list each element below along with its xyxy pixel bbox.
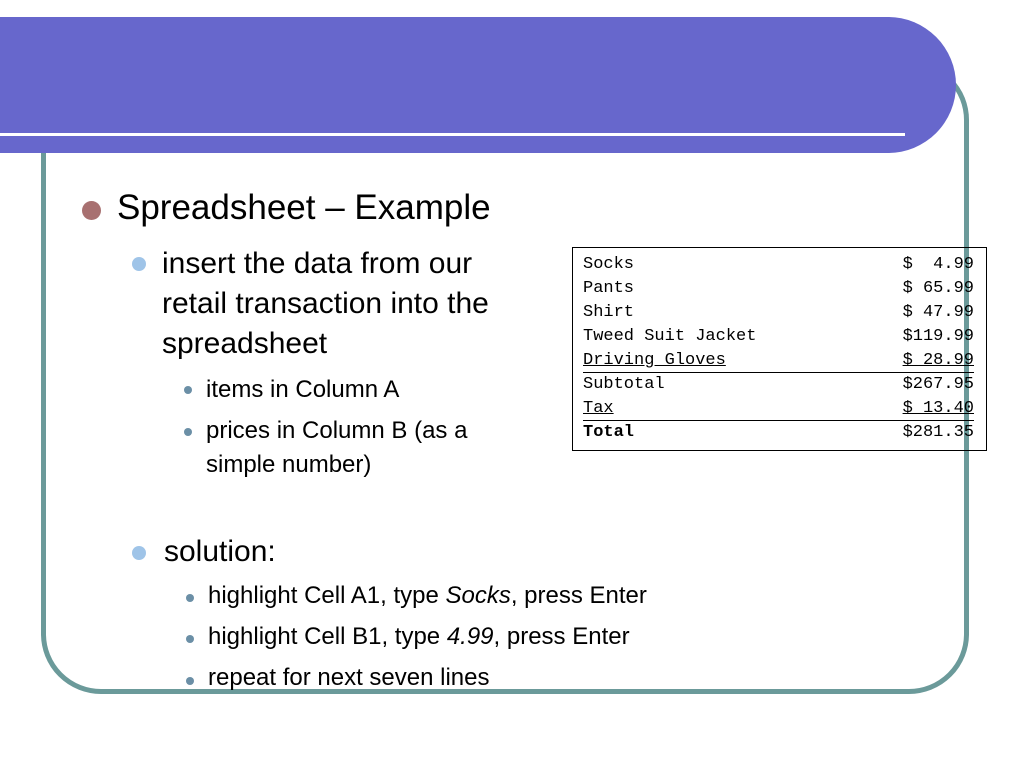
bullet-dot-icon (186, 594, 194, 602)
item-name: Pants (583, 279, 635, 298)
item-price: $ 65.99 (902, 279, 974, 298)
bullet-dot-icon (184, 386, 192, 394)
receipt-row (583, 278, 974, 300)
receipt-row (583, 254, 974, 276)
receipt-row (583, 326, 974, 348)
banner-divider (0, 133, 905, 136)
step-text: highlight Cell B1, type (208, 623, 447, 650)
receipt-row (583, 350, 974, 372)
receipt-row (583, 302, 974, 324)
bullet-dot-icon (186, 677, 194, 685)
receipt-table (572, 247, 987, 451)
receipt-row (583, 398, 974, 420)
receipt-row (583, 374, 974, 396)
bullet-dot-icon (132, 546, 146, 560)
subtotal-value: $267.95 (902, 375, 974, 394)
item-name: Driving Gloves (583, 351, 726, 370)
items-column-bullet: items in Column A (206, 376, 400, 403)
bullet-dot-icon (186, 635, 194, 643)
item-name: Socks (583, 255, 635, 274)
subtotal-label: Subtotal (583, 375, 665, 394)
solution-bullet: solution: (164, 535, 276, 568)
bullet-dot-icon (82, 201, 101, 220)
slide-title: Spreadsheet – Example (117, 188, 491, 227)
step-text: highlight Cell A1, type (208, 582, 446, 609)
item-name: Shirt (583, 303, 635, 322)
step-text: , press Enter (510, 582, 647, 609)
total-label: Total (583, 423, 635, 442)
item-price: $ 4.99 (902, 255, 974, 274)
step-repeat (208, 664, 490, 692)
item-price: $ 47.99 (902, 303, 974, 322)
tax-label: Tax (583, 399, 614, 418)
intro-bullet: insert the data from our retail transaction into the spreadsheet (162, 247, 489, 360)
subtotal-rule (583, 372, 974, 373)
step-emphasis: Socks (445, 582, 511, 609)
step-text: , press Enter (493, 623, 630, 650)
tax-value: $ 13.40 (902, 399, 974, 418)
prices-column-bullet: prices in Column B (as a simple number) (206, 417, 468, 478)
receipt-row (583, 422, 974, 444)
bullet-dot-icon (184, 428, 192, 436)
item-name: Tweed Suit Jacket (583, 327, 757, 346)
total-value: $281.35 (902, 423, 974, 442)
step-b1 (208, 623, 630, 651)
step-emphasis: 4.99 (446, 623, 494, 650)
step-a1 (208, 582, 647, 610)
item-price: $119.99 (902, 327, 974, 346)
total-rule (583, 420, 974, 421)
bullet-dot-icon (132, 257, 146, 271)
step-text: repeat for next seven lines (208, 664, 490, 691)
item-price: $ 28.99 (902, 351, 974, 370)
